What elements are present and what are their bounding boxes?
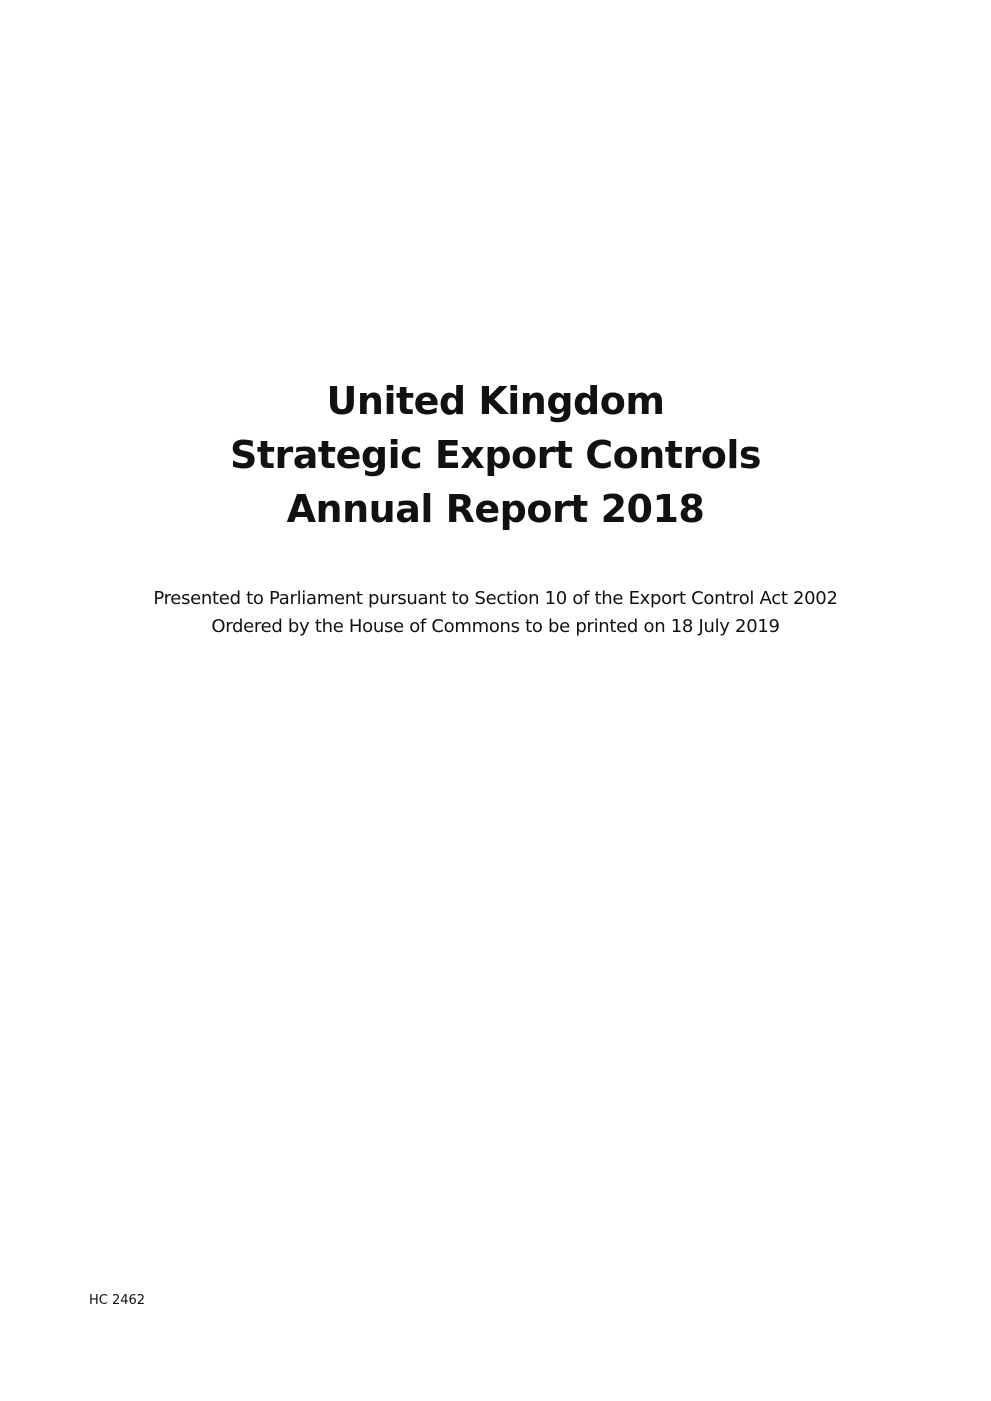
title-line-report-year: Annual Report 2018 (286, 487, 705, 531)
presentation-statement (0, 585, 991, 641)
document-reference-number: HC 2462 (89, 1293, 146, 1308)
presented-to-parliament-text: Presented to Parliament pursuant to Section 10 of the Export Control Act 2002 (153, 588, 838, 609)
title-line-country: United Kingdom (326, 379, 665, 423)
report-title (0, 374, 991, 536)
ordered-to-print-text: Ordered by the House of Commons to be printed on 18 July 2019 (211, 616, 780, 637)
title-line-subject: Strategic Export Controls (230, 433, 761, 477)
